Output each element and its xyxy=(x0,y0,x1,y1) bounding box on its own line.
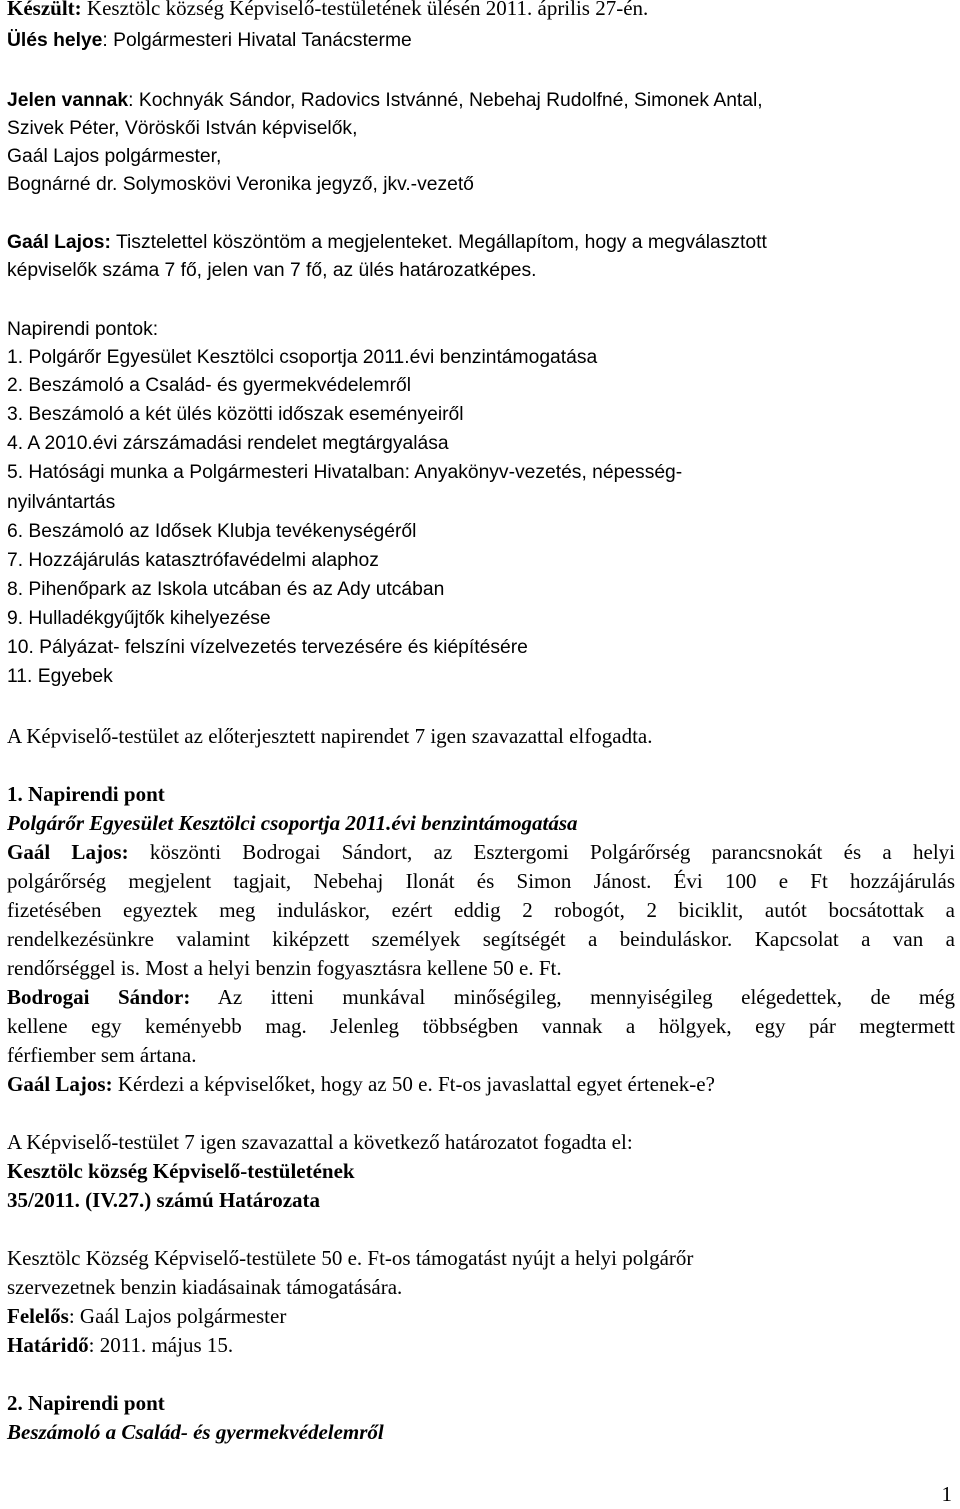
agenda-item: 1. Polgárőr Egyesület Kesztölci csoportja 2011.évi benzintámogatása xyxy=(7,347,598,368)
item1-p1-text1: köszönti Bodrogai Sándort, az Esztergomi Polgárőrség parancsnokát és a helyi xyxy=(128,840,955,864)
responsible-text: : Gaál Lajos polgármester xyxy=(68,1304,287,1328)
item1-subtitle xyxy=(7,809,578,837)
item1-paragraph1-line1 xyxy=(7,838,955,866)
agenda-item: 6. Beszámoló az Idősek Klubja tevékenységéről xyxy=(7,521,417,542)
item1-p2-speaker: Bodrogai Sándor: xyxy=(7,985,191,1009)
attendance-label: Jelen vannak xyxy=(7,90,129,111)
item2-subtitle xyxy=(7,1418,384,1446)
agenda-item: 2. Beszámoló a Család- és gyermekvédelemről xyxy=(7,375,412,396)
place-text: : Polgármesteri Hivatal Tanácsterme xyxy=(102,30,412,51)
agenda-item: 11. Egyebek xyxy=(7,666,113,687)
item1-paragraph2-line3: férfiember sem ártana. xyxy=(7,1043,197,1067)
resolution-deadline xyxy=(7,1331,233,1359)
meeting-made-line xyxy=(7,0,648,22)
item2-heading xyxy=(7,1389,165,1417)
item1-paragraph1-line3: fizetésében egyeztek meg induláskor, ezért eddig 2 robogót, 2 biciklit, autót bocsátottak a xyxy=(7,898,955,922)
page-number: 1 xyxy=(941,1482,952,1506)
responsible-label: Felelős xyxy=(7,1304,69,1328)
resolution-number xyxy=(7,1186,320,1214)
agenda-item: 10. Pályázat- felszíni vízelvezetés tervezésére és kiépítésére xyxy=(7,637,528,658)
item1-subtitle-text: Polgárőr Egyesület Kesztölci csoportja 2011.évi benzintámogatása xyxy=(7,811,578,835)
resolution-responsible xyxy=(7,1302,286,1330)
made-label: Készült: xyxy=(7,0,82,20)
attendance-line-4: Bognárné dr. Solymoskövi Veronika jegyző, jkv.-vezető xyxy=(7,174,474,195)
resolution-line-2: szervezetnek benzin kiadásainak támogatására. xyxy=(7,1275,403,1299)
item1-paragraph2-line2: kellene egy keményebb mag. Jelenleg többségben vannak a hölgyek, egy pár megtermett xyxy=(7,1014,955,1038)
agenda-item: 4. A 2010.évi zárszámadási rendelet megtárgyalása xyxy=(7,433,449,454)
attendance-text-1: : Kochnyák Sándor, Radovics Istvánné, Nebehaj Rudolfné, Simonek Antal, xyxy=(128,90,763,111)
resolution-body xyxy=(7,1157,355,1185)
resolution-line-1: Kesztölc Község Képviselő-testülete 50 e. Ft-os támogatást nyújt a helyi polgárőr xyxy=(7,1246,694,1270)
item2-heading-text: 2. Napirendi pont xyxy=(7,1391,165,1415)
agenda-acceptance: A Képviselő-testület az előterjesztett napirendet 7 igen szavazattal elfogadta. xyxy=(7,724,653,748)
attendance-line-3: Gaál Lajos polgármester, xyxy=(7,146,222,167)
agenda-title: Napirendi pontok: xyxy=(7,319,159,340)
resolution-number-text: 35/2011. (IV.27.) számú Határozata xyxy=(7,1188,321,1212)
item1-paragraph1-line5: rendőrséggel is. Most a helyi benzin fogyasztásra kellene 50 e. Ft. xyxy=(7,956,562,980)
opening-text-1: Tisztelettel köszöntöm a megjelenteket. Megállapítom, hogy a megválasztott xyxy=(110,232,767,253)
item1-p3-speaker: Gaál Lajos: xyxy=(7,1072,113,1096)
item2-subtitle-text: Beszámoló a Család- és gyermekvédelemről xyxy=(7,1420,384,1444)
agenda-item: 3. Beszámoló a két ülés közötti időszak eseményeiről xyxy=(7,404,464,425)
attendance-line-1 xyxy=(7,87,763,115)
agenda-item: 8. Pihenőpark az Iskola utcában és az Ady utcában xyxy=(7,579,445,600)
resolution-body-text: Kesztölc község Képviselő-testületének xyxy=(7,1159,355,1183)
item1-p2-text1: Az itteni munkával minőségileg, mennyiségileg elégedettek, de még xyxy=(190,985,955,1009)
item1-paragraph3 xyxy=(7,1070,715,1098)
attendance-line-2: Szivek Péter, Vöröskői István képviselők, xyxy=(7,118,358,139)
item1-p1-speaker: Gaál Lajos: xyxy=(7,840,129,864)
item1-heading-text: 1. Napirendi pont xyxy=(7,782,165,806)
place-label: Ülés helye xyxy=(7,30,103,51)
agenda-item: 5. Hatósági munka a Polgármesteri Hivatalban: Anyakönyv-vezetés, népesség- xyxy=(7,462,683,483)
meeting-place-line xyxy=(7,27,412,55)
opening-speaker: Gaál Lajos: xyxy=(7,232,111,253)
opening-line-1 xyxy=(7,229,767,257)
item1-paragraph1-line2: polgárőrség megjelent tagjait, Nebehaj Ilonát és Simon Jánost. Évi 100 e Ft hozzájárulás xyxy=(7,869,955,893)
item1-paragraph1-line4: rendelkezésünkre valamint kiképzett személyek segítségét a beinduláskor. Kapcsolat a van a xyxy=(7,927,955,951)
item1-paragraph2-line1 xyxy=(7,983,955,1011)
item1-vote: A Képviselő-testület 7 igen szavazattal a következő határozatot fogadta el: xyxy=(7,1130,633,1154)
agenda-item: 7. Hozzájárulás katasztrófavédelmi alaphoz xyxy=(7,550,379,571)
item1-p3-text: Kérdezi a képviselőket, hogy az 50 e. Ft-os javaslattal egyet értenek-e? xyxy=(112,1072,715,1096)
agenda-item: 9. Hulladékgyűjtők kihelyezése xyxy=(7,608,271,629)
item1-heading xyxy=(7,780,165,808)
opening-line-2: képviselők száma 7 fő, jelen van 7 fő, az ülés határozatképes. xyxy=(7,260,537,281)
made-text: Kesztölc község Képviselő-testületének ülésén 2011. április 27-én. xyxy=(86,0,649,20)
deadline-text: : 2011. május 15. xyxy=(88,1333,234,1357)
deadline-label: Határidő xyxy=(7,1333,89,1357)
agenda-item-continuation: nyilvántartás xyxy=(7,492,116,513)
